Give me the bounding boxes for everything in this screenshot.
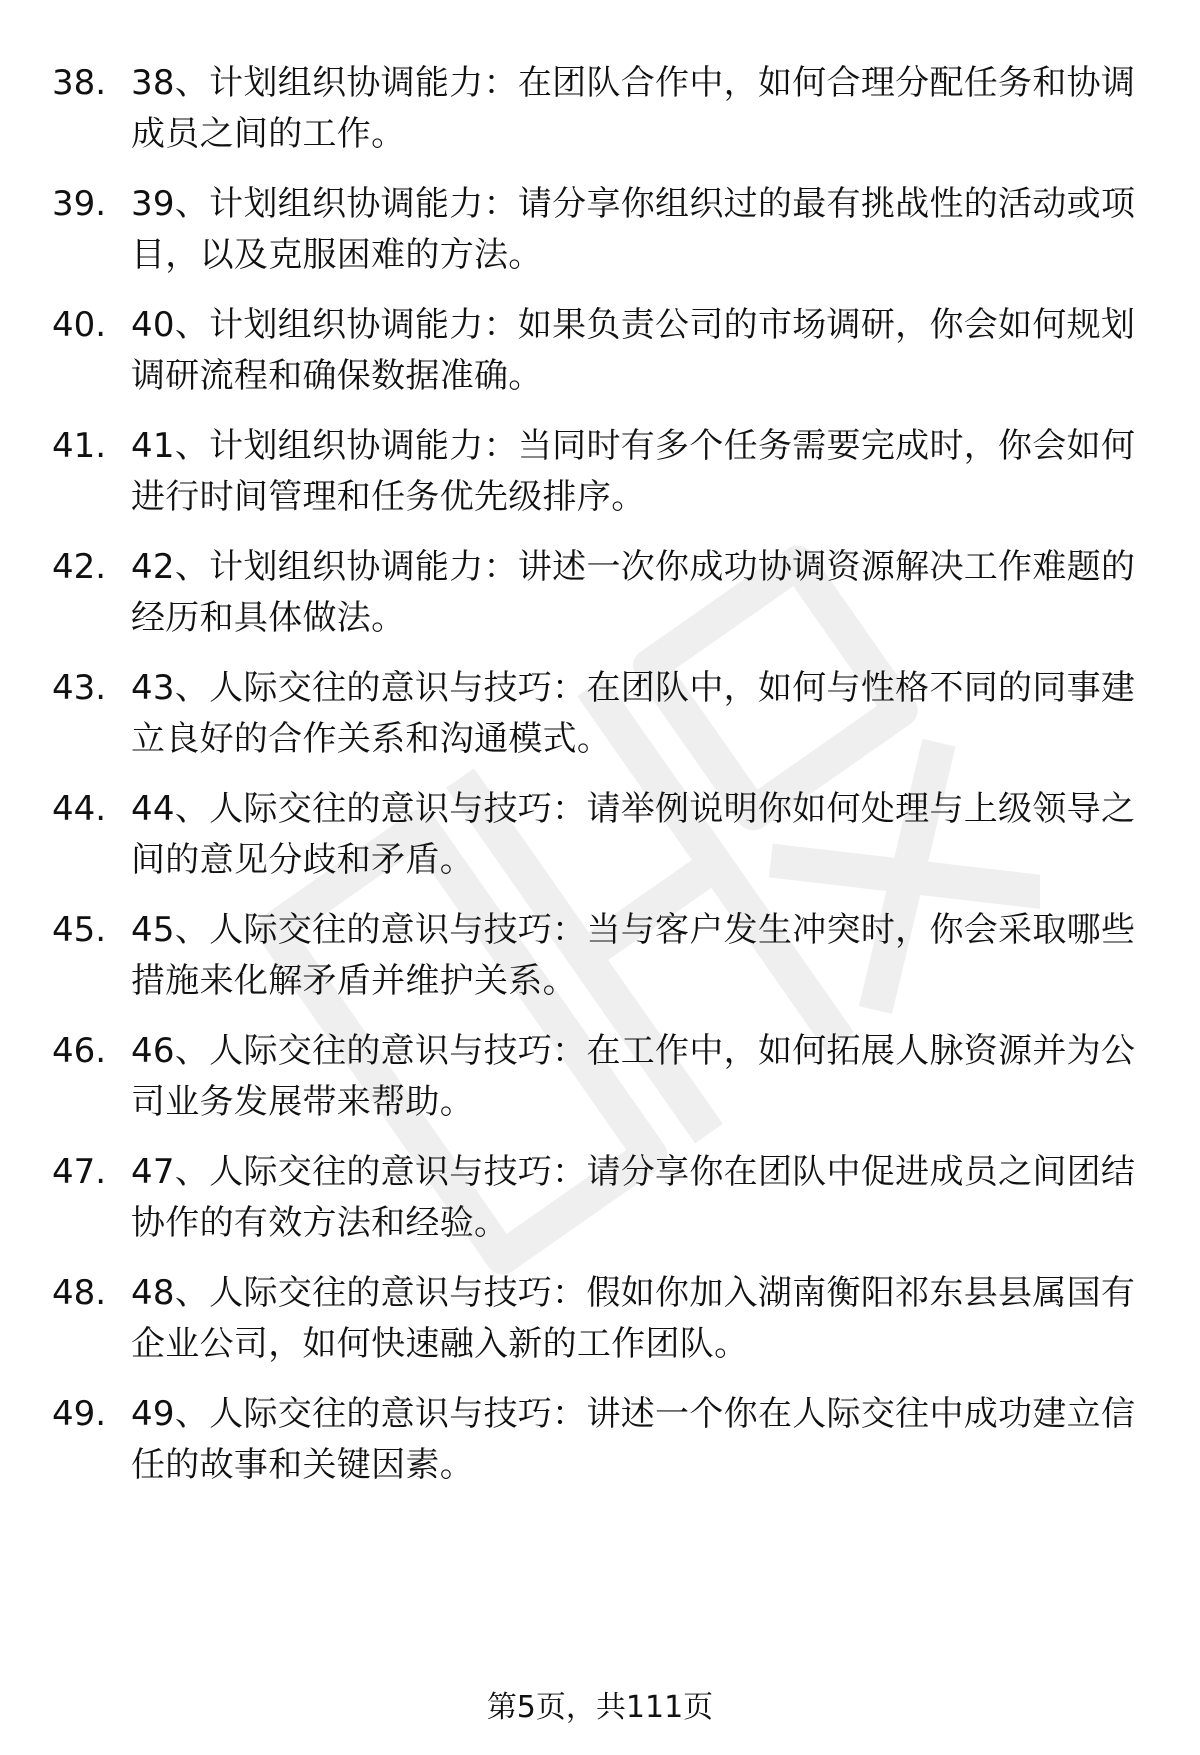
question-number: 43. bbox=[52, 668, 107, 708]
list-item bbox=[52, 1268, 1152, 1389]
question-number: 47. bbox=[52, 1152, 107, 1192]
question-number: 38. bbox=[52, 63, 107, 103]
page-footer: 第5页，共111页 bbox=[486, 1690, 714, 1725]
question-number: 45. bbox=[52, 910, 107, 950]
question-text: 39、计划组织协调能力：请分享你组织过的最有挑战性的活动或项目，以及克服困难的方法。 bbox=[131, 184, 1136, 275]
question-text: 43、人际交往的意识与技巧：在团队中，如何与性格不同的同事建立良好的合作关系和沟通模式。 bbox=[131, 668, 1136, 759]
list-item bbox=[52, 1389, 1152, 1510]
list-item bbox=[52, 1026, 1152, 1147]
list-item bbox=[52, 300, 1152, 421]
question-number: 42. bbox=[52, 547, 107, 587]
question-text: 48、人际交往的意识与技巧：假如你加入湖南衡阳祁东县县属国有企业公司，如何快速融入新的工作团队。 bbox=[131, 1273, 1136, 1364]
list-item bbox=[52, 784, 1152, 905]
list-item bbox=[52, 542, 1152, 663]
question-text: 46、人际交往的意识与技巧：在工作中，如何拓展人脉资源并为公司业务发展带来帮助。 bbox=[131, 1031, 1136, 1122]
list-item bbox=[52, 663, 1152, 784]
question-number: 46. bbox=[52, 1031, 107, 1071]
list-item bbox=[52, 58, 1152, 179]
question-list bbox=[52, 58, 1152, 1510]
question-text: 40、计划组织协调能力：如果负责公司的市场调研，你会如何规划调研流程和确保数据准确。 bbox=[131, 305, 1136, 396]
list-item bbox=[52, 1147, 1152, 1268]
question-text: 47、人际交往的意识与技巧：请分享你在团队中促进成员之间团结协作的有效方法和经验。 bbox=[131, 1152, 1136, 1243]
list-item bbox=[52, 905, 1152, 1026]
question-number: 49. bbox=[52, 1394, 107, 1434]
list-item bbox=[52, 421, 1152, 542]
list-item bbox=[52, 179, 1152, 300]
question-number: 48. bbox=[52, 1273, 107, 1313]
question-number: 40. bbox=[52, 305, 107, 345]
question-text: 44、人际交往的意识与技巧：请举例说明你如何处理与上级领导之间的意见分歧和矛盾。 bbox=[131, 789, 1136, 880]
question-number: 44. bbox=[52, 789, 107, 829]
question-text: 38、计划组织协调能力：在团队合作中，如何合理分配任务和协调成员之间的工作。 bbox=[131, 63, 1136, 154]
question-text: 41、计划组织协调能力：当同时有多个任务需要完成时，你会如何进行时间管理和任务优先级排序。 bbox=[131, 426, 1136, 517]
question-text: 49、人际交往的意识与技巧：讲述一个你在人际交往中成功建立信任的故事和关键因素。 bbox=[131, 1394, 1136, 1485]
question-text: 45、人际交往的意识与技巧：当与客户发生冲突时，你会采取哪些措施来化解矛盾并维护关系。 bbox=[131, 910, 1136, 1001]
question-number: 41. bbox=[52, 426, 107, 466]
question-number: 39. bbox=[52, 184, 107, 224]
question-text: 42、计划组织协调能力：讲述一次你成功协调资源解决工作难题的经历和具体做法。 bbox=[131, 547, 1136, 638]
